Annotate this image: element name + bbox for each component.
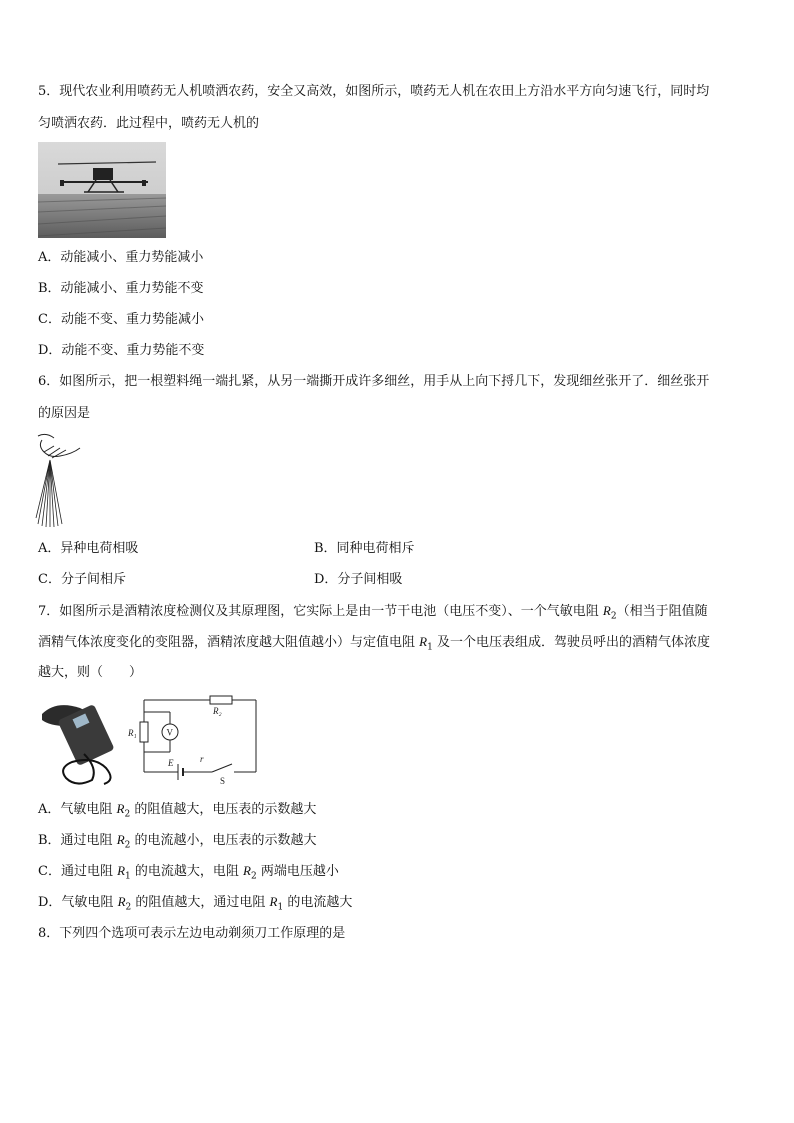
circuit-label-e: E	[168, 758, 174, 768]
q7-option-b[interactable]: B．通过电阻 $R_2$ 的电流越小，电压表的示数越大	[38, 832, 317, 851]
q7-option-d[interactable]: D．气敏电阻 $R_2$ 的阻值越大，通过电阻 $R_1$ 的电流越大	[38, 894, 353, 913]
breathalyzer-photo	[36, 692, 126, 788]
q5-stem-line-2: 匀喷洒农药．此过程中，喷药无人机的	[38, 116, 260, 131]
q6-option-b[interactable]: B．同种电荷相斥	[314, 541, 415, 556]
circuit-label-r1: R₁	[128, 728, 137, 738]
circuit-label-r2: R₂	[213, 706, 222, 716]
q5-option-a[interactable]: A．动能减小、重力势能减小	[38, 250, 204, 265]
q6-option-a[interactable]: A．异种电荷相吸	[38, 541, 139, 556]
q6-stem-line-2: 的原因是	[38, 406, 91, 421]
circuit-label-switch: S	[220, 776, 226, 786]
q7-option-c[interactable]: C．通过电阻 $R_1$ 的电流越大，电阻 $R_2$ 两端电压越小	[38, 863, 339, 882]
q7-stem-line-2: 酒精气体浓度变化的变阻器，酒精浓度越大阻值越小）与定值电阻 $R_1$ 及一个电压表组成．驾驶员呼出的酒精气体浓度	[38, 634, 710, 653]
drone-photo	[38, 142, 166, 238]
q6-option-c[interactable]: C．分子间相斥	[38, 572, 126, 587]
q7-option-a[interactable]: A．气敏电阻 $R_2$ 的阻值越大，电压表的示数越大	[38, 801, 317, 820]
q6-stem-line-1: 6．如图所示，把一根塑料绳一端扎紧，从另一端撕开成许多细丝，用手从上向下捋几下，发现细丝张开了．细丝张开	[38, 374, 710, 389]
q8-stem-line-1: 8．下列四个选项可表示左边电动剃须刀工作原理的是	[38, 926, 346, 941]
q6-option-d[interactable]: D．分子间相吸	[314, 572, 403, 587]
circuit-label-voltmeter: V	[166, 727, 173, 738]
q5-option-b[interactable]: B．动能减小、重力势能不变	[38, 281, 204, 296]
circuit-diagram	[128, 692, 260, 786]
plastic-strands-figure	[36, 432, 86, 528]
q7-stem-line-3: 越大，则（ ）	[38, 665, 143, 680]
q7-stem-line-1: 7．如图所示是酒精浓度检测仪及其原理图，它实际上是由一节干电池（电压不变）、一个气敏电阻 $R_2$（相当于阻值随	[38, 603, 708, 622]
q5-stem-line-1: 5．现代农业利用喷药无人机喷洒农药，安全又高效，如图所示，喷药无人机在农田上方沿水平方向匀速飞行，同时均	[38, 84, 710, 99]
circuit-label-r: r	[200, 754, 204, 764]
q5-option-c[interactable]: C．动能不变、重力势能减小	[38, 312, 204, 327]
q5-option-d[interactable]: D．动能不变、重力势能不变	[38, 343, 205, 358]
